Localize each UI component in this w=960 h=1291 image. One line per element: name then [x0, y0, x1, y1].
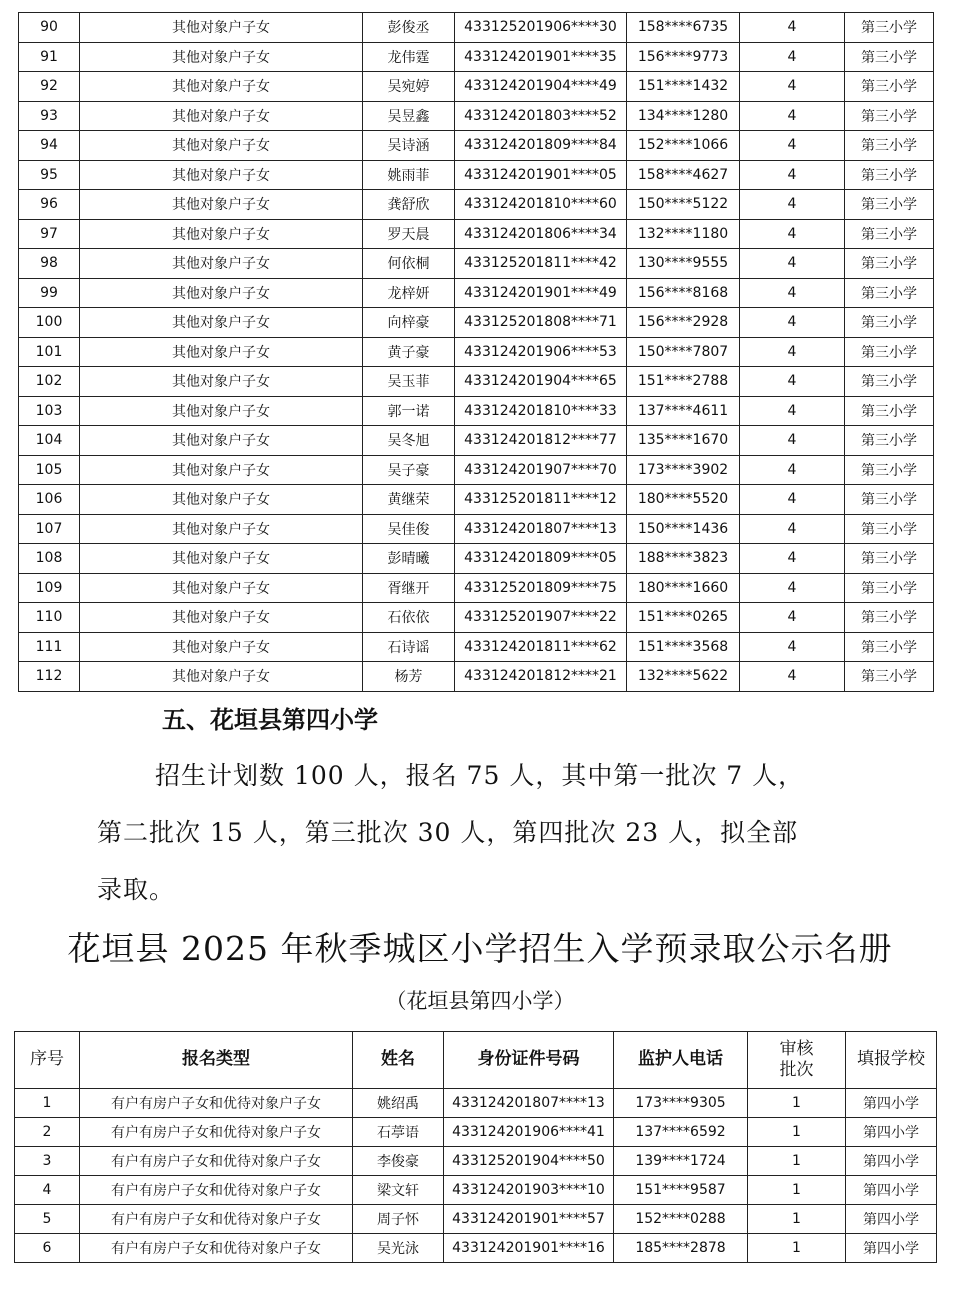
cell-type: 其他对象户子女 — [80, 190, 363, 220]
cell-batch: 1 — [748, 1205, 846, 1234]
cell-phone: 173****9305 — [614, 1089, 748, 1118]
cell-id: 433124201901****35 — [455, 42, 627, 72]
table-row — [19, 485, 934, 515]
document-subtitle: （花垣县第四小学） — [385, 989, 575, 1013]
cell-batch: 1 — [748, 1089, 846, 1118]
enrollment-summary-line-1: 招生计划数 100 人，报名 75 人，其中第一批次 7 人， — [155, 761, 805, 790]
cell-no: 4 — [15, 1176, 80, 1205]
header-no: 序号 — [15, 1032, 80, 1089]
cell-batch: 1 — [748, 1118, 846, 1147]
cell-no: 6 — [15, 1234, 80, 1263]
cell-batch: 4 — [740, 514, 845, 544]
cell-type: 其他对象户子女 — [80, 72, 363, 102]
header-phone: 监护人电话 — [614, 1032, 748, 1089]
cell-id: 433124201906****53 — [455, 337, 627, 367]
cell-name: 龙伟霆 — [363, 42, 455, 72]
cell-name: 吴光泳 — [353, 1234, 444, 1263]
table-row — [19, 278, 934, 308]
cell-name: 黄继荣 — [363, 485, 455, 515]
cell-type: 其他对象户子女 — [80, 219, 363, 249]
cell-school: 第三小学 — [845, 72, 934, 102]
cell-school: 第三小学 — [845, 160, 934, 190]
table-row — [19, 544, 934, 574]
cell-batch: 4 — [740, 131, 845, 161]
cell-id: 433124201901****05 — [455, 160, 627, 190]
cell-no: 112 — [19, 662, 80, 692]
enrollment-summary-line-2: 第二批次 15 人，第三批次 30 人，第四批次 23 人，拟全部 — [97, 818, 799, 847]
cell-batch: 4 — [740, 42, 845, 72]
cell-id: 433124201906****41 — [444, 1118, 614, 1147]
cell-batch: 1 — [748, 1147, 846, 1176]
cell-phone: 139****1724 — [614, 1147, 748, 1176]
section-heading: 五、花垣县第四小学 — [162, 706, 378, 734]
cell-phone: 180****1660 — [627, 573, 740, 603]
cell-school: 第三小学 — [845, 278, 934, 308]
cell-phone: 156****8168 — [627, 278, 740, 308]
cell-id: 433125201906****30 — [455, 13, 627, 43]
cell-school: 第三小学 — [845, 131, 934, 161]
cell-phone: 158****4627 — [627, 160, 740, 190]
cell-name: 姚雨菲 — [363, 160, 455, 190]
cell-no: 103 — [19, 396, 80, 426]
cell-phone: 185****2878 — [614, 1234, 748, 1263]
cell-name: 何依桐 — [363, 249, 455, 279]
enrollment-table-school3 — [18, 12, 934, 692]
cell-phone: 151****1432 — [627, 72, 740, 102]
table-row — [19, 396, 934, 426]
cell-name: 吴子豪 — [363, 455, 455, 485]
cell-school: 第四小学 — [846, 1176, 937, 1205]
cell-no: 111 — [19, 632, 80, 662]
cell-school: 第三小学 — [845, 13, 934, 43]
cell-type: 其他对象户子女 — [80, 632, 363, 662]
cell-name: 梁文轩 — [353, 1176, 444, 1205]
cell-phone: 156****2928 — [627, 308, 740, 338]
cell-school: 第四小学 — [846, 1089, 937, 1118]
cell-no: 106 — [19, 485, 80, 515]
cell-id: 433124201806****34 — [455, 219, 627, 249]
cell-phone: 135****1670 — [627, 426, 740, 456]
cell-phone: 150****1436 — [627, 514, 740, 544]
cell-no: 99 — [19, 278, 80, 308]
cell-name: 石依依 — [363, 603, 455, 633]
cell-batch: 4 — [740, 573, 845, 603]
table-row — [19, 603, 934, 633]
cell-name: 龚舒欣 — [363, 190, 455, 220]
cell-batch: 4 — [740, 367, 845, 397]
table-row — [19, 426, 934, 456]
cell-id: 433124201904****65 — [455, 367, 627, 397]
cell-name: 吴冬旭 — [363, 426, 455, 456]
cell-name: 李俊豪 — [353, 1147, 444, 1176]
cell-batch: 4 — [740, 219, 845, 249]
cell-school: 第三小学 — [845, 249, 934, 279]
cell-batch: 4 — [740, 337, 845, 367]
cell-school: 第三小学 — [845, 337, 934, 367]
enrollment-summary-line-3: 录取。 — [97, 875, 176, 904]
cell-school: 第三小学 — [845, 396, 934, 426]
cell-type: 其他对象户子女 — [80, 367, 363, 397]
cell-name: 石诗谣 — [363, 632, 455, 662]
cell-no: 3 — [15, 1147, 80, 1176]
cell-batch: 4 — [740, 485, 845, 515]
cell-name: 杨芳 — [363, 662, 455, 692]
cell-school: 第四小学 — [846, 1147, 937, 1176]
cell-school: 第三小学 — [845, 426, 934, 456]
enrollment-table-school4 — [14, 1031, 937, 1263]
table-row — [19, 662, 934, 692]
header-type: 报名类型 — [80, 1032, 353, 1089]
table-row — [15, 1176, 937, 1205]
cell-school: 第四小学 — [846, 1118, 937, 1147]
cell-batch: 1 — [748, 1176, 846, 1205]
cell-school: 第三小学 — [845, 632, 934, 662]
cell-school: 第三小学 — [845, 662, 934, 692]
cell-type: 其他对象户子女 — [80, 455, 363, 485]
cell-name: 姚绍禹 — [353, 1089, 444, 1118]
cell-no: 110 — [19, 603, 80, 633]
cell-school: 第三小学 — [845, 308, 934, 338]
cell-type: 其他对象户子女 — [80, 160, 363, 190]
cell-batch: 4 — [740, 190, 845, 220]
cell-no: 97 — [19, 219, 80, 249]
cell-no: 101 — [19, 337, 80, 367]
cell-school: 第三小学 — [845, 190, 934, 220]
cell-no: 108 — [19, 544, 80, 574]
cell-batch: 4 — [740, 455, 845, 485]
table-row — [19, 573, 934, 603]
cell-phone: 132****1180 — [627, 219, 740, 249]
cell-no: 90 — [19, 13, 80, 43]
cell-school: 第三小学 — [845, 42, 934, 72]
cell-id: 433124201809****84 — [455, 131, 627, 161]
table-row — [19, 455, 934, 485]
cell-batch: 4 — [740, 13, 845, 43]
cell-name: 黄子豪 — [363, 337, 455, 367]
table-row — [19, 13, 934, 43]
cell-type: 其他对象户子女 — [80, 13, 363, 43]
table-row — [19, 367, 934, 397]
header-name: 姓名 — [353, 1032, 444, 1089]
cell-name: 吴宛婷 — [363, 72, 455, 102]
table-header-row — [15, 1032, 937, 1089]
cell-no: 102 — [19, 367, 80, 397]
header-school: 填报学校 — [846, 1032, 937, 1089]
cell-batch: 4 — [740, 662, 845, 692]
cell-school: 第三小学 — [845, 219, 934, 249]
cell-phone: 137****6592 — [614, 1118, 748, 1147]
table-row — [15, 1118, 937, 1147]
cell-phone: 152****0288 — [614, 1205, 748, 1234]
cell-id: 433124201807****13 — [444, 1089, 614, 1118]
table-row — [19, 131, 934, 161]
table-row — [19, 72, 934, 102]
table-row — [15, 1147, 937, 1176]
cell-id: 433124201901****16 — [444, 1234, 614, 1263]
table-row — [19, 219, 934, 249]
cell-id: 433124201807****13 — [455, 514, 627, 544]
cell-school: 第三小学 — [845, 514, 934, 544]
cell-no: 107 — [19, 514, 80, 544]
cell-name: 周子怀 — [353, 1205, 444, 1234]
cell-no: 91 — [19, 42, 80, 72]
table-row — [15, 1234, 937, 1263]
cell-id: 433124201903****10 — [444, 1176, 614, 1205]
cell-name: 吴玉菲 — [363, 367, 455, 397]
cell-type: 其他对象户子女 — [80, 514, 363, 544]
cell-school: 第四小学 — [846, 1205, 937, 1234]
cell-phone: 150****7807 — [627, 337, 740, 367]
cell-no: 94 — [19, 131, 80, 161]
cell-name: 龙梓妍 — [363, 278, 455, 308]
header-id: 身份证件号码 — [444, 1032, 614, 1089]
cell-school: 第三小学 — [845, 367, 934, 397]
cell-name: 向梓豪 — [363, 308, 455, 338]
cell-batch: 4 — [740, 101, 845, 131]
cell-name: 罗天晨 — [363, 219, 455, 249]
cell-no: 2 — [15, 1118, 80, 1147]
cell-phone: 151****0265 — [627, 603, 740, 633]
cell-batch: 4 — [740, 160, 845, 190]
cell-no: 92 — [19, 72, 80, 102]
cell-type: 其他对象户子女 — [80, 337, 363, 367]
cell-no: 105 — [19, 455, 80, 485]
cell-id: 433124201901****57 — [444, 1205, 614, 1234]
cell-no: 5 — [15, 1205, 80, 1234]
table-row — [15, 1089, 937, 1118]
cell-type: 有户有房户子女和优待对象户子女 — [80, 1234, 353, 1263]
table-row — [15, 1205, 937, 1234]
cell-school: 第四小学 — [846, 1234, 937, 1263]
cell-type: 其他对象户子女 — [80, 308, 363, 338]
cell-phone: 173****3902 — [627, 455, 740, 485]
cell-phone: 151****3568 — [627, 632, 740, 662]
cell-school: 第三小学 — [845, 603, 934, 633]
cell-type: 其他对象户子女 — [80, 278, 363, 308]
cell-batch: 4 — [740, 278, 845, 308]
header-batch: 审核批次 — [748, 1032, 846, 1089]
cell-no: 95 — [19, 160, 80, 190]
cell-name: 吴昱鑫 — [363, 101, 455, 131]
cell-id: 433124201904****49 — [455, 72, 627, 102]
cell-type: 其他对象户子女 — [80, 42, 363, 72]
cell-id: 433124201907****70 — [455, 455, 627, 485]
cell-phone: 150****5122 — [627, 190, 740, 220]
cell-no: 96 — [19, 190, 80, 220]
cell-batch: 4 — [740, 544, 845, 574]
table-row — [19, 160, 934, 190]
cell-id: 433124201809****05 — [455, 544, 627, 574]
cell-name: 吴诗涵 — [363, 131, 455, 161]
cell-batch: 4 — [740, 396, 845, 426]
cell-type: 有户有房户子女和优待对象户子女 — [80, 1118, 353, 1147]
cell-phone: 180****5520 — [627, 485, 740, 515]
cell-id: 433124201812****77 — [455, 426, 627, 456]
cell-type: 其他对象户子女 — [80, 573, 363, 603]
cell-school: 第三小学 — [845, 101, 934, 131]
cell-type: 其他对象户子女 — [80, 396, 363, 426]
cell-batch: 1 — [748, 1234, 846, 1263]
table-row — [19, 337, 934, 367]
cell-school: 第三小学 — [845, 485, 934, 515]
cell-phone: 188****3823 — [627, 544, 740, 574]
cell-type: 有户有房户子女和优待对象户子女 — [80, 1089, 353, 1118]
cell-phone: 132****5622 — [627, 662, 740, 692]
cell-school: 第三小学 — [845, 573, 934, 603]
cell-type: 其他对象户子女 — [80, 662, 363, 692]
cell-batch: 4 — [740, 249, 845, 279]
cell-no: 104 — [19, 426, 80, 456]
cell-phone: 137****4611 — [627, 396, 740, 426]
table-row — [19, 190, 934, 220]
table-row — [19, 249, 934, 279]
cell-phone: 151****2788 — [627, 367, 740, 397]
cell-type: 有户有房户子女和优待对象户子女 — [80, 1205, 353, 1234]
cell-type: 其他对象户子女 — [80, 101, 363, 131]
cell-name: 彭俊丞 — [363, 13, 455, 43]
cell-type: 其他对象户子女 — [80, 249, 363, 279]
cell-type: 有户有房户子女和优待对象户子女 — [80, 1147, 353, 1176]
cell-phone: 158****6735 — [627, 13, 740, 43]
table-row — [19, 42, 934, 72]
cell-name: 石葶语 — [353, 1118, 444, 1147]
cell-phone: 156****9773 — [627, 42, 740, 72]
cell-type: 其他对象户子女 — [80, 544, 363, 574]
cell-no: 109 — [19, 573, 80, 603]
cell-id: 433125201808****71 — [455, 308, 627, 338]
cell-batch: 4 — [740, 308, 845, 338]
cell-name: 彭晴曦 — [363, 544, 455, 574]
table-row — [19, 101, 934, 131]
document-title: 花垣县 2025 年秋季城区小学招生入学预录取公示名册 — [67, 929, 893, 968]
cell-phone: 151****9587 — [614, 1176, 748, 1205]
cell-no: 93 — [19, 101, 80, 131]
cell-type: 其他对象户子女 — [80, 131, 363, 161]
cell-name: 胥继开 — [363, 573, 455, 603]
cell-type: 有户有房户子女和优待对象户子女 — [80, 1176, 353, 1205]
cell-id: 433124201812****21 — [455, 662, 627, 692]
table-row — [19, 308, 934, 338]
cell-phone: 134****1280 — [627, 101, 740, 131]
cell-id: 433125201811****42 — [455, 249, 627, 279]
cell-batch: 4 — [740, 72, 845, 102]
cell-no: 1 — [15, 1089, 80, 1118]
cell-batch: 4 — [740, 603, 845, 633]
cell-id: 433125201904****50 — [444, 1147, 614, 1176]
cell-id: 433124201811****62 — [455, 632, 627, 662]
cell-no: 100 — [19, 308, 80, 338]
cell-name: 郭一诺 — [363, 396, 455, 426]
cell-id: 433124201803****52 — [455, 101, 627, 131]
cell-batch: 4 — [740, 426, 845, 456]
cell-id: 433124201901****49 — [455, 278, 627, 308]
cell-phone: 130****9555 — [627, 249, 740, 279]
cell-id: 433124201810****33 — [455, 396, 627, 426]
cell-phone: 152****1066 — [627, 131, 740, 161]
cell-school: 第三小学 — [845, 455, 934, 485]
cell-id: 433125201811****12 — [455, 485, 627, 515]
cell-id: 433125201907****22 — [455, 603, 627, 633]
cell-type: 其他对象户子女 — [80, 485, 363, 515]
table-row — [19, 632, 934, 662]
cell-type: 其他对象户子女 — [80, 426, 363, 456]
table-row — [19, 514, 934, 544]
cell-school: 第三小学 — [845, 544, 934, 574]
cell-type: 其他对象户子女 — [80, 603, 363, 633]
cell-name: 吴佳俊 — [363, 514, 455, 544]
cell-no: 98 — [19, 249, 80, 279]
cell-id: 433125201809****75 — [455, 573, 627, 603]
cell-id: 433124201810****60 — [455, 190, 627, 220]
cell-batch: 4 — [740, 632, 845, 662]
